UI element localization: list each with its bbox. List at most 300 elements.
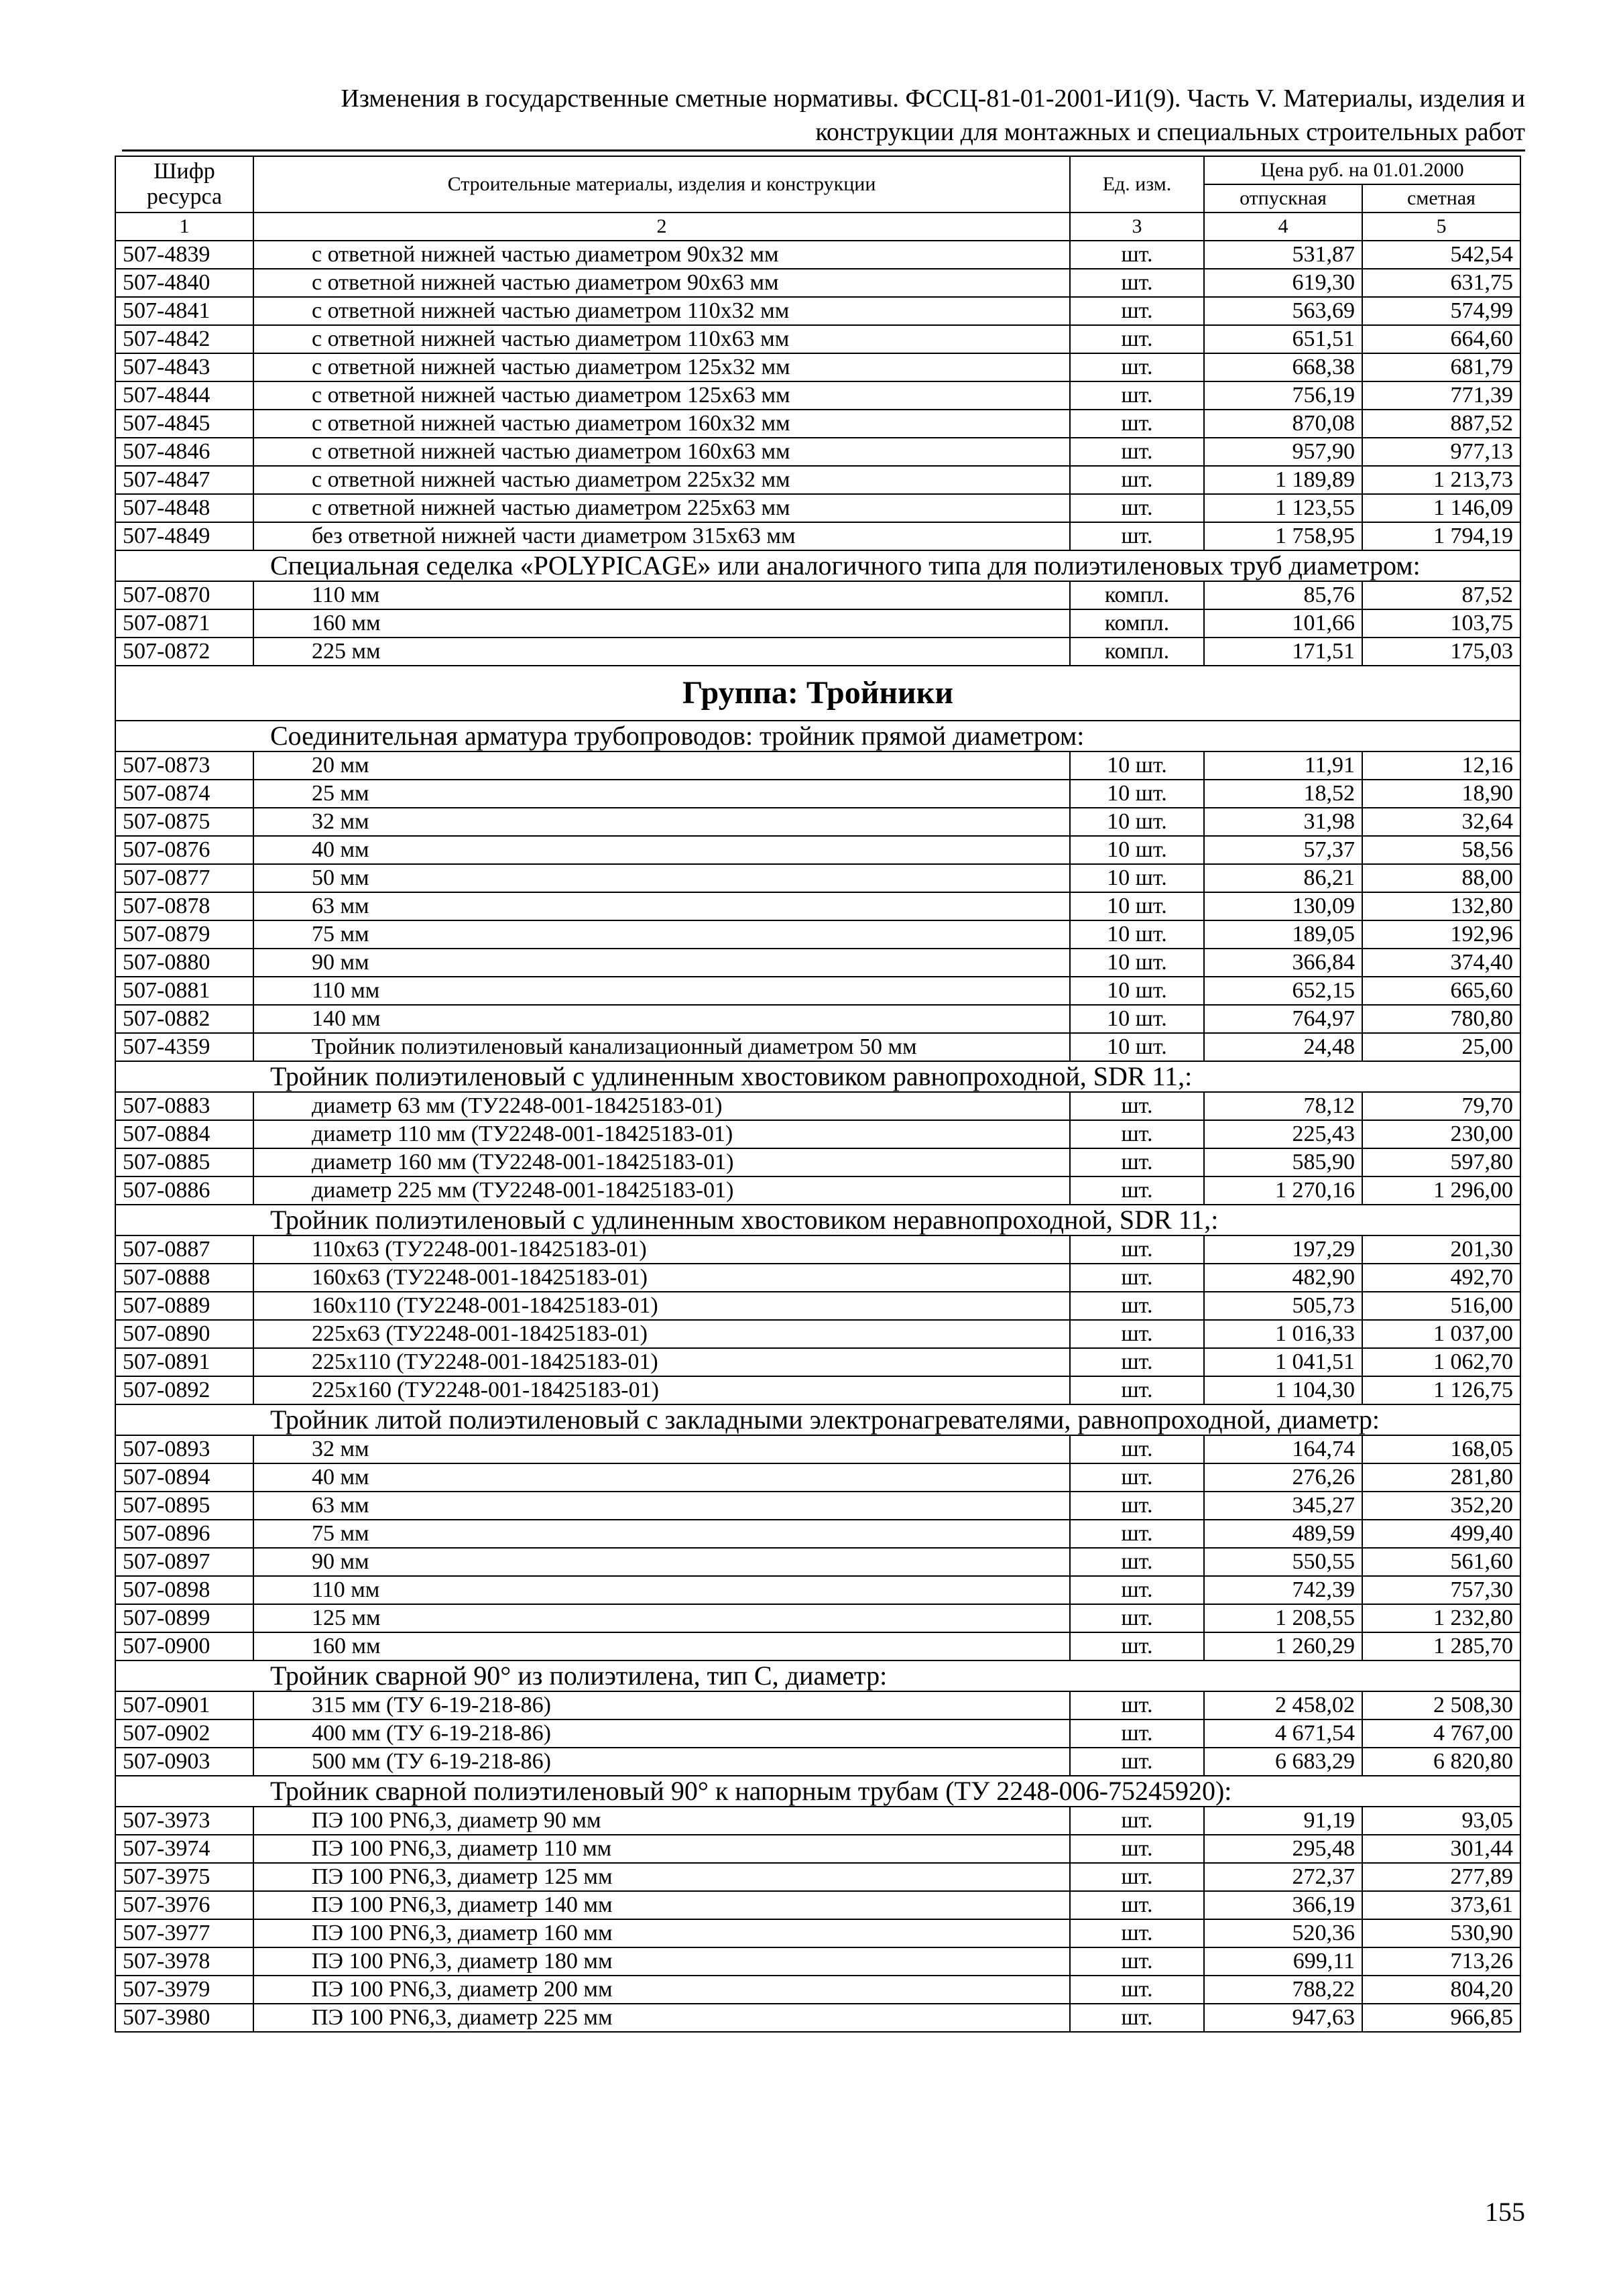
release-price-cell: 520,36 <box>1204 1919 1362 1947</box>
estimate-price-cell: 966,85 <box>1362 2004 1520 2032</box>
material-name-cell: с ответной нижней частью диаметром 90х63 мм <box>253 269 1070 297</box>
unit-cell: шт. <box>1070 1264 1204 1292</box>
unit-cell: шт. <box>1070 1376 1204 1404</box>
unit-cell: шт. <box>1070 1947 1204 1976</box>
release-price-cell: 276,26 <box>1204 1463 1362 1492</box>
table-row <box>115 438 1520 466</box>
table-row <box>115 269 1520 297</box>
estimate-price-cell: 574,99 <box>1362 297 1520 325</box>
resource-code-cell: 507-4848 <box>115 494 253 522</box>
material-name-cell: с ответной нижней частью диаметром 160х32 мм <box>253 410 1070 438</box>
table-row <box>115 949 1520 977</box>
estimate-price-cell: 542,54 <box>1362 241 1520 269</box>
estimate-price-cell: 681,79 <box>1362 353 1520 381</box>
release-price-cell: 295,48 <box>1204 1835 1362 1863</box>
resource-code-cell: 507-0889 <box>115 1292 253 1320</box>
material-name-cell: ПЭ 100 PN6,3, диаметр 160 мм <box>253 1919 1070 1947</box>
release-price-cell: 699,11 <box>1204 1947 1362 1976</box>
material-name-cell: 125 мм <box>253 1604 1070 1632</box>
header-line-1: Изменения в государственные сметные нормативы. ФССЦ-81-01-2001-И1(9). Часть V. Материалы, изделия и <box>341 84 1525 113</box>
release-price-cell: 164,74 <box>1204 1435 1362 1463</box>
col-header-price: Цена руб. на 01.01.2000 <box>1204 156 1520 184</box>
resource-code-cell: 507-0887 <box>115 1235 253 1264</box>
table-row <box>115 1292 1520 1320</box>
resource-code-cell: 507-0873 <box>115 751 253 780</box>
table-row <box>115 1492 1520 1520</box>
unit-cell: 10 шт. <box>1070 949 1204 977</box>
unit-cell: шт. <box>1070 466 1204 494</box>
unit-cell: шт. <box>1070 2004 1204 2032</box>
unit-cell: шт. <box>1070 410 1204 438</box>
section-header-row <box>115 1404 1520 1435</box>
unit-cell: шт. <box>1070 297 1204 325</box>
release-price-cell: 788,22 <box>1204 1976 1362 2004</box>
resource-code-cell: 507-0893 <box>115 1435 253 1463</box>
material-name-cell: 75 мм <box>253 920 1070 949</box>
resource-code-cell: 507-0871 <box>115 609 253 638</box>
estimate-price-cell: 12,16 <box>1362 751 1520 780</box>
section-title: Соединительная арматура трубопроводов: тройник прямой диаметром: <box>115 721 1520 751</box>
resource-code-cell: 507-3979 <box>115 1976 253 2004</box>
material-name-cell: 110х63 (ТУ2248-001-18425183-01) <box>253 1235 1070 1264</box>
unit-cell: шт. <box>1070 1092 1204 1120</box>
estimate-price-cell: 1 285,70 <box>1362 1632 1520 1660</box>
release-price-cell: 1 104,30 <box>1204 1376 1362 1404</box>
col-header-unit: Ед. изм. <box>1070 156 1204 213</box>
unit-cell: шт. <box>1070 494 1204 522</box>
estimate-price-cell: 757,30 <box>1362 1576 1520 1604</box>
unit-cell: компл. <box>1070 638 1204 666</box>
unit-cell: 10 шт. <box>1070 1033 1204 1061</box>
table-row <box>115 1807 1520 1835</box>
estimate-price-cell: 1 232,80 <box>1362 1604 1520 1632</box>
material-name-cell: 225 мм <box>253 638 1070 666</box>
material-name-cell: 160х110 (ТУ2248-001-18425183-01) <box>253 1292 1070 1320</box>
estimate-price-cell: 87,52 <box>1362 581 1520 609</box>
release-price-cell: 2 458,02 <box>1204 1691 1362 1719</box>
estimate-price-cell: 352,20 <box>1362 1492 1520 1520</box>
table-row <box>115 1005 1520 1033</box>
col-number-3: 3 <box>1070 213 1204 241</box>
unit-cell: шт. <box>1070 1492 1204 1520</box>
material-name-cell: ПЭ 100 PN6,3, диаметр 90 мм <box>253 1807 1070 1835</box>
unit-cell: шт. <box>1070 1292 1204 1320</box>
estimate-price-cell: 4 767,00 <box>1362 1719 1520 1748</box>
section-header-row <box>115 550 1520 581</box>
estimate-price-cell: 780,80 <box>1362 1005 1520 1033</box>
estimate-price-cell: 1 146,09 <box>1362 494 1520 522</box>
estimate-price-cell: 201,30 <box>1362 1235 1520 1264</box>
table-row <box>115 864 1520 892</box>
resource-code-cell: 507-4843 <box>115 353 253 381</box>
resource-code-cell: 507-0881 <box>115 977 253 1005</box>
resource-code-cell: 507-0885 <box>115 1148 253 1176</box>
material-name-cell: с ответной нижней частью диаметром 225х32 мм <box>253 466 1070 494</box>
unit-cell: шт. <box>1070 241 1204 269</box>
table-row <box>115 522 1520 550</box>
release-price-cell: 870,08 <box>1204 410 1362 438</box>
table-row <box>115 1435 1520 1463</box>
material-name-cell: 40 мм <box>253 1463 1070 1492</box>
unit-cell: шт. <box>1070 1148 1204 1176</box>
release-price-cell: 531,87 <box>1204 241 1362 269</box>
unit-cell: шт. <box>1070 1520 1204 1548</box>
material-name-cell: 75 мм <box>253 1520 1070 1548</box>
page-number: 155 <box>1485 2197 1525 2227</box>
table-row <box>115 1463 1520 1492</box>
release-price-cell: 505,73 <box>1204 1292 1362 1320</box>
material-name-cell: 90 мм <box>253 1548 1070 1576</box>
resource-code-cell: 507-0874 <box>115 780 253 808</box>
release-price-cell: 197,29 <box>1204 1235 1362 1264</box>
material-name-cell: с ответной нижней частью диаметром 125х63 мм <box>253 381 1070 410</box>
table-row <box>115 241 1520 269</box>
material-name-cell: 63 мм <box>253 1492 1070 1520</box>
unit-cell: шт. <box>1070 1548 1204 1576</box>
resource-code-cell: 507-0884 <box>115 1120 253 1148</box>
release-price-cell: 1 208,55 <box>1204 1604 1362 1632</box>
release-price-cell: 78,12 <box>1204 1092 1362 1120</box>
resource-code-cell: 507-0895 <box>115 1492 253 1520</box>
resource-code-cell: 507-0892 <box>115 1376 253 1404</box>
estimate-price-cell: 374,40 <box>1362 949 1520 977</box>
section-header-row <box>115 1660 1520 1691</box>
resource-code-cell: 507-0877 <box>115 864 253 892</box>
estimate-price-cell: 1 794,19 <box>1362 522 1520 550</box>
release-price-cell: 225,43 <box>1204 1120 1362 1148</box>
unit-cell: компл. <box>1070 609 1204 638</box>
material-name-cell: 110 мм <box>253 1576 1070 1604</box>
unit-cell: шт. <box>1070 1120 1204 1148</box>
resource-code-cell: 507-4839 <box>115 241 253 269</box>
release-price-cell: 619,30 <box>1204 269 1362 297</box>
resource-code-cell: 507-4845 <box>115 410 253 438</box>
section-title: Тройник сварной 90° из полиэтилена, тип С, диаметр: <box>115 1660 1520 1691</box>
unit-cell: 10 шт. <box>1070 836 1204 864</box>
resource-code-cell: 507-0903 <box>115 1748 253 1776</box>
release-price-cell: 550,55 <box>1204 1548 1362 1576</box>
resource-code-cell: 507-0870 <box>115 581 253 609</box>
release-price-cell: 272,37 <box>1204 1863 1362 1891</box>
material-name-cell: 500 мм (ТУ 6-19-218-86) <box>253 1748 1070 1776</box>
unit-cell: шт. <box>1070 1632 1204 1660</box>
estimate-price-cell: 277,89 <box>1362 1863 1520 1891</box>
group-header-row <box>115 666 1520 721</box>
material-name-cell: 225х110 (ТУ2248-001-18425183-01) <box>253 1348 1070 1376</box>
estimate-price-cell: 6 820,80 <box>1362 1748 1520 1776</box>
table-row <box>115 1033 1520 1061</box>
unit-cell: 10 шт. <box>1070 864 1204 892</box>
table-row <box>115 1891 1520 1919</box>
release-price-cell: 1 016,33 <box>1204 1320 1362 1348</box>
estimate-price-cell: 804,20 <box>1362 1976 1520 2004</box>
resource-code-cell: 507-0898 <box>115 1576 253 1604</box>
resource-code-cell: 507-4849 <box>115 522 253 550</box>
unit-cell: шт. <box>1070 522 1204 550</box>
estimate-price-cell: 516,00 <box>1362 1292 1520 1320</box>
table-row <box>115 1604 1520 1632</box>
table-row <box>115 1264 1520 1292</box>
col-header-code: Шифр ресурса <box>115 156 253 213</box>
estimate-price-cell: 168,05 <box>1362 1435 1520 1463</box>
estimate-price-cell: 631,75 <box>1362 269 1520 297</box>
release-price-cell: 171,51 <box>1204 638 1362 666</box>
material-name-cell: 225х160 (ТУ2248-001-18425183-01) <box>253 1376 1070 1404</box>
material-name-cell: с ответной нижней частью диаметром 125х32 мм <box>253 353 1070 381</box>
estimate-price-cell: 977,13 <box>1362 438 1520 466</box>
resource-code-cell: 507-3973 <box>115 1807 253 1835</box>
release-price-cell: 1 758,95 <box>1204 522 1362 550</box>
release-price-cell: 1 270,16 <box>1204 1176 1362 1205</box>
material-name-cell: ПЭ 100 PN6,3, диаметр 125 мм <box>253 1863 1070 1891</box>
col-number-1: 1 <box>115 213 253 241</box>
release-price-cell: 764,97 <box>1204 1005 1362 1033</box>
estimate-price-cell: 79,70 <box>1362 1092 1520 1120</box>
price-table <box>115 156 1521 2033</box>
unit-cell: 10 шт. <box>1070 1005 1204 1033</box>
table-row <box>115 920 1520 949</box>
resource-code-cell: 507-0872 <box>115 638 253 666</box>
resource-code-cell: 507-3980 <box>115 2004 253 2032</box>
unit-cell: шт. <box>1070 1435 1204 1463</box>
estimate-price-cell: 771,39 <box>1362 381 1520 410</box>
material-name-cell: 63 мм <box>253 892 1070 920</box>
resource-code-cell: 507-4846 <box>115 438 253 466</box>
section-title: Тройник полиэтиленовый с удлиненным хвостовиком равнопроходной, SDR 11,: <box>115 1061 1520 1092</box>
unit-cell: шт. <box>1070 1891 1204 1919</box>
release-price-cell: 189,05 <box>1204 920 1362 949</box>
estimate-price-cell: 132,80 <box>1362 892 1520 920</box>
release-price-cell: 489,59 <box>1204 1520 1362 1548</box>
estimate-price-cell: 175,03 <box>1362 638 1520 666</box>
table-row <box>115 1632 1520 1660</box>
unit-cell: шт. <box>1070 1176 1204 1205</box>
resource-code-cell: 507-0891 <box>115 1348 253 1376</box>
unit-cell: шт. <box>1070 1976 1204 2004</box>
estimate-price-cell: 1 296,00 <box>1362 1176 1520 1205</box>
unit-cell: шт. <box>1070 269 1204 297</box>
resource-code-cell: 507-3974 <box>115 1835 253 1863</box>
table-row <box>115 1235 1520 1264</box>
estimate-price-cell: 88,00 <box>1362 864 1520 892</box>
unit-cell: шт. <box>1070 1604 1204 1632</box>
material-name-cell: 140 мм <box>253 1005 1070 1033</box>
table-row <box>115 892 1520 920</box>
unit-cell: 10 шт. <box>1070 892 1204 920</box>
table-row <box>115 751 1520 780</box>
table-row <box>115 1863 1520 1891</box>
table-row <box>115 1120 1520 1148</box>
section-header-row <box>115 721 1520 751</box>
table-row <box>115 1748 1520 1776</box>
estimate-price-cell: 499,40 <box>1362 1520 1520 1548</box>
section-title: Специальная седелка «POLYPICAGE» или аналогичного типа для полиэтиленовых труб диаметром: <box>115 550 1520 581</box>
release-price-cell: 1 123,55 <box>1204 494 1362 522</box>
unit-cell: 10 шт. <box>1070 808 1204 836</box>
table-row <box>115 1919 1520 1947</box>
col-header-release: отпускная <box>1204 184 1362 213</box>
release-price-cell: 668,38 <box>1204 353 1362 381</box>
estimate-price-cell: 93,05 <box>1362 1807 1520 1835</box>
material-name-cell: 110 мм <box>253 977 1070 1005</box>
release-price-cell: 4 671,54 <box>1204 1719 1362 1748</box>
material-name-cell: 90 мм <box>253 949 1070 977</box>
table-row <box>115 410 1520 438</box>
estimate-price-cell: 664,60 <box>1362 325 1520 353</box>
material-name-cell: 50 мм <box>253 864 1070 892</box>
page-header <box>124 82 1525 149</box>
table-row <box>115 977 1520 1005</box>
unit-cell: шт. <box>1070 1463 1204 1492</box>
release-price-cell: 31,98 <box>1204 808 1362 836</box>
release-price-cell: 563,69 <box>1204 297 1362 325</box>
table-row <box>115 1376 1520 1404</box>
table-row <box>115 325 1520 353</box>
release-price-cell: 366,19 <box>1204 1891 1362 1919</box>
material-name-cell: диаметр 110 мм (ТУ2248-001-18425183-01) <box>253 1120 1070 1148</box>
material-name-cell: диаметр 225 мм (ТУ2248-001-18425183-01) <box>253 1176 1070 1205</box>
estimate-price-cell: 597,80 <box>1362 1148 1520 1176</box>
estimate-price-cell: 492,70 <box>1362 1264 1520 1292</box>
release-price-cell: 947,63 <box>1204 2004 1362 2032</box>
resource-code-cell: 507-4359 <box>115 1033 253 1061</box>
release-price-cell: 482,90 <box>1204 1264 1362 1292</box>
table-row <box>115 1719 1520 1748</box>
estimate-price-cell: 192,96 <box>1362 920 1520 949</box>
table-row <box>115 836 1520 864</box>
resource-code-cell: 507-3976 <box>115 1891 253 1919</box>
release-price-cell: 85,76 <box>1204 581 1362 609</box>
material-name-cell: ПЭ 100 PN6,3, диаметр 225 мм <box>253 2004 1070 2032</box>
release-price-cell: 366,84 <box>1204 949 1362 977</box>
material-name-cell: 40 мм <box>253 836 1070 864</box>
material-name-cell: с ответной нижней частью диаметром 110х32 мм <box>253 297 1070 325</box>
release-price-cell: 24,48 <box>1204 1033 1362 1061</box>
material-name-cell: 25 мм <box>253 780 1070 808</box>
material-name-cell: диаметр 63 мм (ТУ2248-001-18425183-01) <box>253 1092 1070 1120</box>
unit-cell: шт. <box>1070 438 1204 466</box>
table-row <box>115 1976 1520 2004</box>
table-row <box>115 638 1520 666</box>
estimate-price-cell: 301,44 <box>1362 1835 1520 1863</box>
unit-cell: шт. <box>1070 1719 1204 1748</box>
table-row <box>115 581 1520 609</box>
unit-cell: шт. <box>1070 1691 1204 1719</box>
material-name-cell: с ответной нижней частью диаметром 160х63 мм <box>253 438 1070 466</box>
material-name-cell: Тройник полиэтиленовый канализационный диаметром 50 мм <box>253 1033 1070 1061</box>
material-name-cell: с ответной нижней частью диаметром 90х32 мм <box>253 241 1070 269</box>
resource-code-cell: 507-0894 <box>115 1463 253 1492</box>
release-price-cell: 585,90 <box>1204 1148 1362 1176</box>
resource-code-cell: 507-0896 <box>115 1520 253 1548</box>
table-row <box>115 297 1520 325</box>
estimate-price-cell: 530,90 <box>1362 1919 1520 1947</box>
release-price-cell: 1 260,29 <box>1204 1632 1362 1660</box>
table-row <box>115 353 1520 381</box>
unit-cell: шт. <box>1070 325 1204 353</box>
estimate-price-cell: 1 213,73 <box>1362 466 1520 494</box>
estimate-price-cell: 18,90 <box>1362 780 1520 808</box>
unit-cell: шт. <box>1070 1835 1204 1863</box>
estimate-price-cell: 58,56 <box>1362 836 1520 864</box>
resource-code-cell: 507-0879 <box>115 920 253 949</box>
release-price-cell: 57,37 <box>1204 836 1362 864</box>
unit-cell: шт. <box>1070 353 1204 381</box>
material-name-cell: с ответной нижней частью диаметром 110х63 мм <box>253 325 1070 353</box>
col-number-5: 5 <box>1362 213 1520 241</box>
estimate-price-cell: 373,61 <box>1362 1891 1520 1919</box>
material-name-cell: 400 мм (ТУ 6-19-218-86) <box>253 1719 1070 1748</box>
resource-code-cell: 507-0901 <box>115 1691 253 1719</box>
table-row <box>115 1548 1520 1576</box>
release-price-cell: 1 041,51 <box>1204 1348 1362 1376</box>
unit-cell: 10 шт. <box>1070 977 1204 1005</box>
release-price-cell: 957,90 <box>1204 438 1362 466</box>
release-price-cell: 1 189,89 <box>1204 466 1362 494</box>
group-title: Группа: Тройники <box>115 666 1520 721</box>
estimate-price-cell: 103,75 <box>1362 609 1520 638</box>
unit-cell: шт. <box>1070 1576 1204 1604</box>
resource-code-cell: 507-0886 <box>115 1176 253 1205</box>
material-name-cell: ПЭ 100 PN6,3, диаметр 140 мм <box>253 1891 1070 1919</box>
unit-cell: шт. <box>1070 381 1204 410</box>
resource-code-cell: 507-0875 <box>115 808 253 836</box>
table-head <box>115 156 1520 241</box>
material-name-cell: 160х63 (ТУ2248-001-18425183-01) <box>253 1264 1070 1292</box>
estimate-price-cell: 32,64 <box>1362 808 1520 836</box>
release-price-cell: 86,21 <box>1204 864 1362 892</box>
header-rule <box>122 149 1525 152</box>
table-row <box>115 780 1520 808</box>
resource-code-cell: 507-3975 <box>115 1863 253 1891</box>
unit-cell: шт. <box>1070 1748 1204 1776</box>
material-name-cell: диаметр 160 мм (ТУ2248-001-18425183-01) <box>253 1148 1070 1176</box>
estimate-price-cell: 25,00 <box>1362 1033 1520 1061</box>
release-price-cell: 6 683,29 <box>1204 1748 1362 1776</box>
unit-cell: шт. <box>1070 1348 1204 1376</box>
table-row <box>115 1320 1520 1348</box>
resource-code-cell: 507-4842 <box>115 325 253 353</box>
table-row <box>115 1947 1520 1976</box>
estimate-price-cell: 713,26 <box>1362 1947 1520 1976</box>
table-row <box>115 808 1520 836</box>
material-name-cell: 225х63 (ТУ2248-001-18425183-01) <box>253 1320 1070 1348</box>
resource-code-cell: 507-3978 <box>115 1947 253 1976</box>
resource-code-cell: 507-0882 <box>115 1005 253 1033</box>
unit-cell: шт. <box>1070 1807 1204 1835</box>
release-price-cell: 18,52 <box>1204 780 1362 808</box>
resource-code-cell: 507-0900 <box>115 1632 253 1660</box>
material-name-cell: 315 мм (ТУ 6-19-218-86) <box>253 1691 1070 1719</box>
release-price-cell: 652,15 <box>1204 977 1362 1005</box>
unit-cell: 10 шт. <box>1070 920 1204 949</box>
material-name-cell: 32 мм <box>253 1435 1070 1463</box>
resource-code-cell: 507-0890 <box>115 1320 253 1348</box>
section-title: Тройник литой полиэтиленовый с закладными электронагревателями, равнопроходной, диаметр: <box>115 1404 1520 1435</box>
unit-cell: 10 шт. <box>1070 780 1204 808</box>
material-name-cell: 32 мм <box>253 808 1070 836</box>
col-number-4: 4 <box>1204 213 1362 241</box>
material-name-cell: ПЭ 100 PN6,3, диаметр 180 мм <box>253 1947 1070 1976</box>
release-price-cell: 345,27 <box>1204 1492 1362 1520</box>
material-name-cell: ПЭ 100 PN6,3, диаметр 200 мм <box>253 1976 1070 2004</box>
release-price-cell: 756,19 <box>1204 381 1362 410</box>
table-row <box>115 1835 1520 1863</box>
section-title: Тройник полиэтиленовый с удлиненным хвостовиком неравнопроходной, SDR 11,: <box>115 1205 1520 1235</box>
resource-code-cell: 507-4844 <box>115 381 253 410</box>
unit-cell: 10 шт. <box>1070 751 1204 780</box>
resource-code-cell: 507-0888 <box>115 1264 253 1292</box>
